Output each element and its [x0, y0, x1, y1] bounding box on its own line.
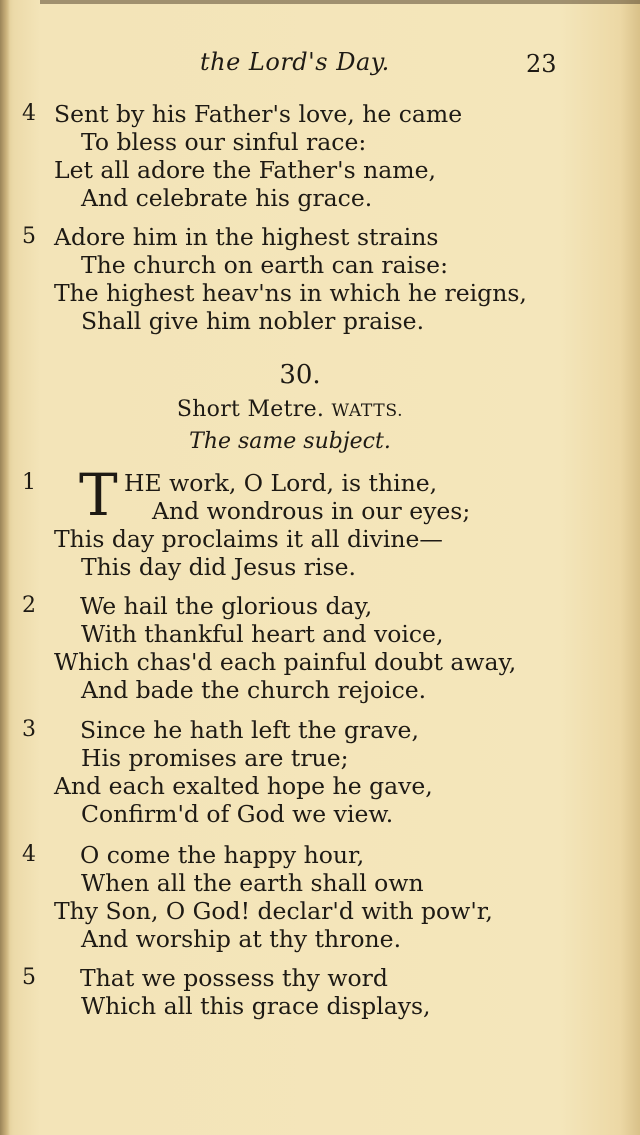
stanza-number: 4	[22, 842, 36, 867]
page-gutter	[0, 0, 10, 1135]
hymn-meter: Short Metre.	[176, 397, 325, 422]
stanza-number: 2	[22, 593, 36, 618]
verse-line: Since he hath left the grave,	[80, 716, 419, 744]
hymn-meter-line	[0, 397, 580, 422]
verse-line: Thy Son, O God! declar'd with pow'r,	[54, 897, 493, 925]
verse-line: Which chas'd each painful doubt away,	[54, 648, 517, 676]
verse-line: Adore him in the highest strains	[54, 223, 439, 251]
verse-line: To bless our sinful race:	[81, 128, 367, 156]
verse-line: That we possess thy word	[80, 964, 388, 992]
verse-line: Let all adore the Father's name,	[54, 156, 436, 184]
verse-line: Shall give him nobler praise.	[81, 307, 425, 335]
verse-line: Confirm'd of God we view.	[81, 800, 394, 828]
stanza-number: 5	[22, 965, 36, 990]
running-head: the Lord's Day.	[200, 48, 390, 76]
verse-line: And worship at thy throne.	[81, 925, 402, 953]
verse-line: HE work, O Lord, is thine,	[124, 469, 438, 497]
verse-line: Sent by his Father's love, he came	[54, 100, 463, 128]
drop-cap: T	[79, 461, 118, 529]
verse-line: And celebrate his grace.	[81, 184, 373, 212]
stanza-number: 3	[22, 717, 36, 742]
verse-line: This day did Jesus rise.	[81, 553, 356, 581]
verse-line: His promises are true;	[81, 744, 349, 772]
page-number: 23	[526, 50, 557, 78]
hymn-number: 30.	[279, 360, 321, 390]
verse-line: When all the earth shall own	[81, 869, 424, 897]
top-edge-shadow	[40, 0, 640, 4]
hymn-subject: The same subject.	[189, 429, 391, 454]
stanza-number: 1	[22, 470, 36, 495]
verse-line: And bade the church rejoice.	[81, 676, 427, 704]
hymn-author: WATTS.	[331, 401, 404, 421]
verse-line: And wondrous in our eyes;	[152, 497, 471, 525]
verse-line: Which all this grace displays,	[81, 992, 431, 1020]
verse-line: And each exalted hope he gave,	[54, 772, 433, 800]
verse-line: The highest heav'ns in which he reigns,	[54, 279, 527, 307]
verse-line: The church on earth can raise:	[81, 251, 448, 279]
verse-line: O come the happy hour,	[80, 841, 365, 869]
verse-line: This day proclaims it all divine—	[54, 525, 443, 553]
stanza-number: 5	[22, 224, 36, 249]
verse-line: With thankful heart and voice,	[81, 620, 444, 648]
stanza-number: 4	[22, 101, 36, 126]
verse-line: We hail the glorious day,	[80, 592, 373, 620]
